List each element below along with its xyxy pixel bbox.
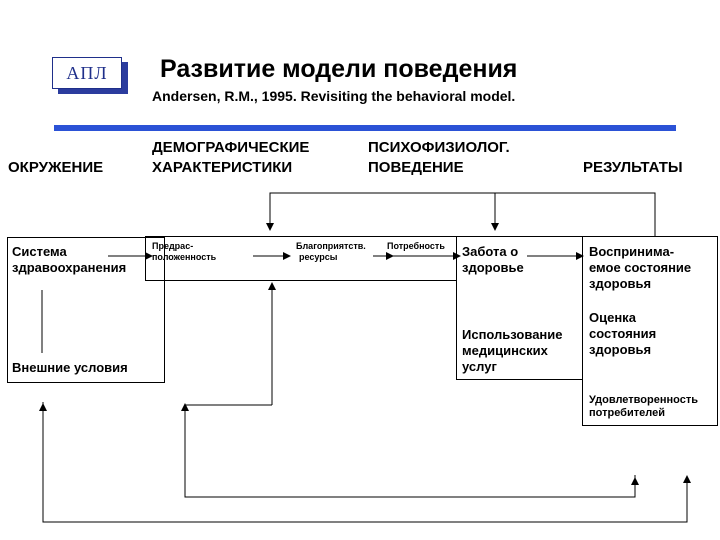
service-use-line1: Использование <box>462 327 563 342</box>
column-behavior-line2: ПОВЕДЕНИЕ <box>368 159 464 176</box>
health-system-line2: здравоохранения <box>12 260 127 275</box>
column-results: РЕЗУЛЬТАТЫ <box>583 159 683 176</box>
service-use-label <box>462 327 563 375</box>
perceived-health-label <box>589 244 691 292</box>
need-label: Потребность <box>387 241 445 251</box>
predisposing-line1: Предрас- <box>152 241 194 251</box>
predisposing-line2: положенность <box>152 252 217 262</box>
self-care-line2: здоровье <box>462 260 524 275</box>
column-demographic-line2: ХАРАКТЕРИСТИКИ <box>152 159 293 176</box>
perceived-line1: Воспринима- <box>589 244 675 259</box>
self-care-line1: Забота о <box>462 244 519 259</box>
enabling-line2: ресурсы <box>299 252 338 262</box>
health-system-label <box>12 244 126 276</box>
page-title: Развитие модели поведения <box>160 55 518 83</box>
predisposing-label <box>152 241 216 263</box>
enabling-line1: Благоприятств. <box>296 241 366 251</box>
satisfaction-line2: потребителей <box>589 407 665 419</box>
consumer-satisfaction-label <box>589 394 698 420</box>
evaluated-line2: состояния <box>589 326 657 341</box>
feedback-top-line <box>270 193 655 236</box>
satisfaction-line1: Удовлетворенность <box>589 394 698 406</box>
external-conditions-label: Внешние условия <box>12 360 128 375</box>
column-demographic-line1: ДЕМОГРАФИЧЕСКИЕ <box>152 139 310 156</box>
column-behavior-line1: ПСИХОФИЗИОЛОГ. <box>368 139 510 156</box>
evaluated-line3: здоровья <box>589 342 652 357</box>
service-use-line2: медицинских <box>462 343 548 358</box>
feedback-bottom1-line <box>185 410 635 497</box>
health-system-line1: Система <box>12 244 67 259</box>
perceived-line3: здоровья <box>589 276 652 291</box>
enabling-resources-label <box>296 241 366 263</box>
self-care-label <box>462 244 524 276</box>
perceived-line2: емое состояние <box>589 260 692 275</box>
logo: АПЛ <box>52 57 122 89</box>
evaluated-health-label <box>589 310 656 358</box>
column-environment: ОКРУЖЕНИЕ <box>8 159 104 176</box>
evaluated-line1: Оценка <box>589 310 636 325</box>
service-use-line3: услуг <box>462 359 497 374</box>
page-subtitle: Andersen, R.M., 1995. Revisiting the behavioral model. <box>152 88 516 104</box>
